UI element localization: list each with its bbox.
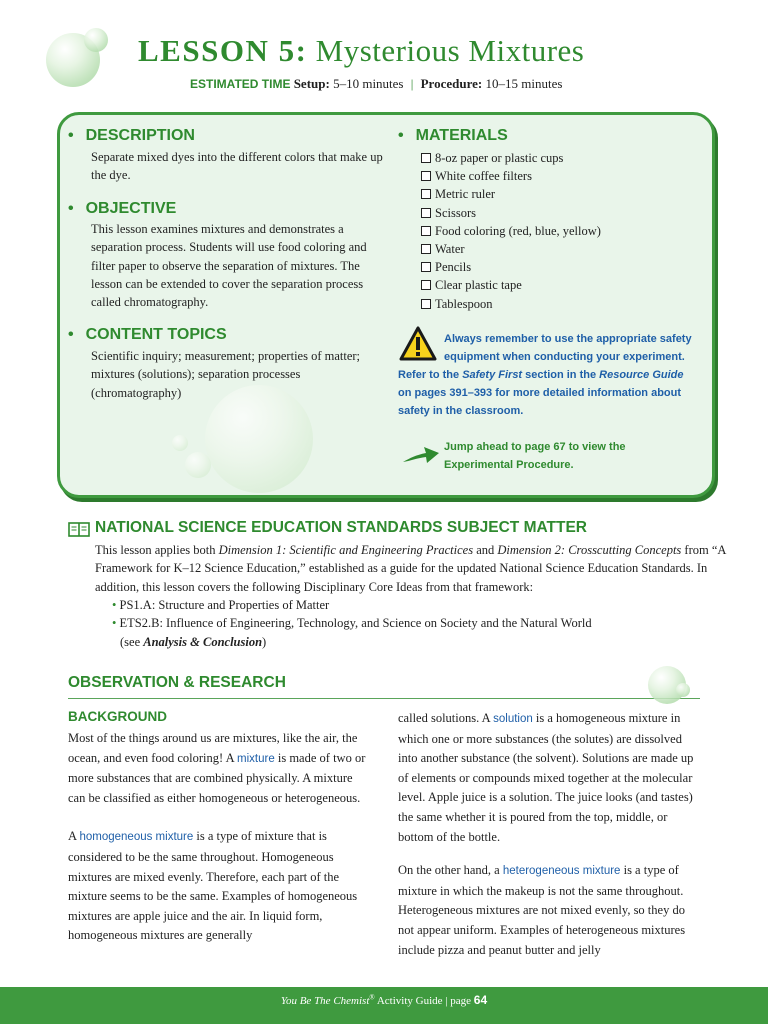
page-number: 64 [473, 993, 488, 1007]
objective-text: This lesson examines mixtures and demonstrates a separation process. Students will use food coloring and filter paper to observe the separation of mixtures. The lesson can be extended to cover the separation process called chromatography. [91, 222, 367, 310]
section-bubble-small [676, 683, 690, 697]
estimated-time-label: ESTIMATED TIME [190, 77, 291, 91]
book-icon [68, 522, 90, 537]
list-item: Metric ruler [421, 185, 601, 203]
procedure-value: 10–15 minutes [485, 76, 563, 91]
arrow-right-icon [402, 444, 440, 466]
paragraph: A homogeneous mixture is a type of mixture that is considered to be the same throughout. Homogeneous mixtures are mixed evenly. Therefore, each part of the mixture seems to be the same. Examples of homogeneous mixtures are apple juice and the air. In liquid form, homogeneous mixtures are generally [68, 829, 358, 943]
setup-label: Setup: [293, 76, 330, 91]
box-bubble-small [185, 452, 211, 478]
section-divider [68, 698, 700, 699]
paragraph: called solutions. A solution is a homogeneous mixture in which one or more substances (the solutes) are dissolved into another substance (the solvent). Solutions are made up of elements or compounds mixed together at the molecular level. Apple juice is a solution. The juice looks (and tastes) the same whether it is poured from the top, middle, or bottom of the bottle. [398, 711, 694, 844]
time-divider: | [410, 76, 414, 91]
footer-text: You Be The Chemist® Activity Guide | page 64 [280, 993, 488, 1007]
checkbox-icon [421, 262, 431, 272]
checkbox-icon [421, 153, 431, 163]
standards-paragraph: This lesson applies both Dimension 1: Scientific and Engineering Practices and Dimension 2: Crosscutting Concepts from “A Framework for K–12 Science Education,” established as a guide for the updated National Science Education Standards. In addition, this lesson covers the following Disciplinary Core Ideas from that framework: [95, 543, 726, 594]
term-mixture: mixture [237, 752, 275, 765]
list-item: Pencils [421, 258, 601, 276]
checkbox-icon [421, 208, 431, 218]
background-heading: BACKGROUND [68, 709, 167, 724]
header-bubble-small [84, 28, 108, 52]
term-homogeneous-mixture: homogeneous mixture [79, 831, 194, 844]
analysis-conclusion-ref: Analysis & Conclusion [143, 634, 263, 649]
procedure-label: Procedure: [420, 76, 483, 91]
standards-list: • PS1.A: Structure and Properties of Matter • ETS2.B: Influence of Engineering, Technology, and Science on Society and the Natural World (see Analysis & Conclusion) [112, 598, 592, 649]
list-item: 8-oz paper or plastic cups [421, 149, 601, 167]
lesson-label: LESSON 5: [138, 33, 308, 68]
right-column [398, 709, 704, 960]
observation-heading: OBSERVATION & RESEARCH [68, 674, 286, 691]
list-item: Water [421, 240, 601, 258]
checkbox-icon [421, 189, 431, 199]
page-title [138, 33, 584, 69]
content-topics-text: Scientific inquiry; measurement; properties of matter; mixtures (solutions); separation processes (chromatography) [91, 349, 361, 400]
safety-first-link: Safety First [462, 369, 523, 381]
setup-value: 5–10 minutes [333, 76, 404, 91]
checkbox-icon [421, 244, 431, 254]
safety-note: Always remember to use the appropriate safety equipment when conducting your experiment. Refer to the Safety First section in the Resource Guide on pages 391–393 for more detailed information about safety in the classroom. [398, 333, 692, 417]
left-column [68, 729, 368, 946]
lesson-title: Mysterious Mixtures [315, 33, 585, 68]
content-topics-heading: • CONTENT TOPICS [68, 326, 227, 343]
term-heterogeneous-mixture: heterogeneous mixture [502, 865, 621, 878]
checkbox-icon [421, 226, 431, 236]
list-item: • PS1.A: Structure and Properties of Matter [112, 598, 330, 612]
materials-heading: • MATERIALS [398, 127, 508, 144]
checkbox-icon [421, 171, 431, 181]
objective-heading: • OBJECTIVE [68, 200, 177, 217]
description-heading: • DESCRIPTION [68, 127, 195, 144]
term-solution: solution [493, 713, 533, 725]
description-text: Separate mixed dyes into the different colors that make up the dye. [91, 150, 383, 183]
list-item: White coffee filters [421, 167, 601, 185]
standards-heading: NATIONAL SCIENCE EDUCATION STANDARDS SUBJECT MATTER [95, 519, 587, 536]
checkbox-icon [421, 299, 431, 309]
list-item: • ETS2.B: Influence of Engineering, Technology, and Science on Society and the Natural World [112, 616, 592, 631]
list-item: Food coloring (red, blue, yellow) [421, 222, 601, 240]
list-item: Clear plastic tape [421, 276, 601, 294]
paragraph: On the other hand, a heterogeneous mixture is a type of mixture in which the makeup is not the same throughout. Heterogeneous mixtures are not mixed evenly, so they do not appear uniform. Examples of heterogeneous mixtures include pizza and peanut butter and jelly [398, 863, 686, 957]
materials-list [421, 149, 601, 313]
estimated-time [190, 76, 562, 92]
list-item: Scissors [421, 204, 601, 222]
paragraph: Most of the things around us are mixtures, like the air, the ocean, and even food coloring! A mixture is made of two or more substances that are combined physically. A mixture can be classified as either homogeneous or heterogeneous. [68, 731, 366, 805]
resource-guide-link: Resource Guide [599, 369, 684, 381]
box-bubble-tiny [172, 435, 188, 451]
checkbox-icon [421, 280, 431, 290]
jump-ahead-note: Jump ahead to page 67 to view the Experimental Procedure. [444, 441, 626, 471]
list-item: Tablespoon [421, 295, 601, 313]
